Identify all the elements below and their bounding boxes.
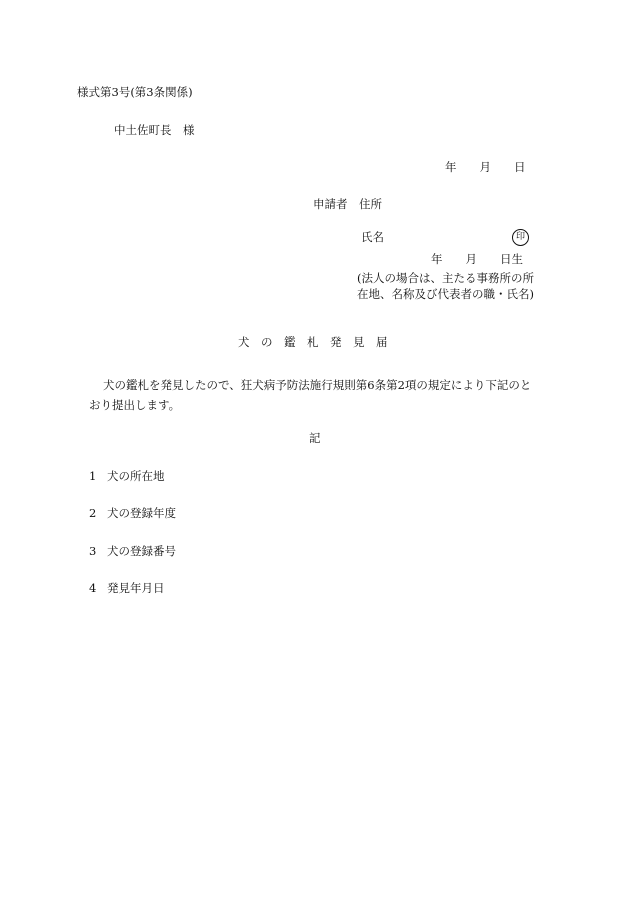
list-item (89, 546, 176, 558)
corporation-note: (法人の場合は、主たる事務所の所在地、名称及び代表者の職・氏名) (357, 271, 534, 301)
item-number: 1 (89, 469, 97, 483)
applicant-address-label: 申請者 住所 (313, 197, 382, 211)
item-label: 犬の所在地 (107, 469, 165, 483)
birth-date: 年 月 日生 (431, 252, 523, 266)
list-item (89, 508, 176, 520)
document-title: 犬 の 鑑 札 発 見 届 (238, 335, 388, 349)
seal-icon: 印 (512, 229, 529, 246)
list-item (89, 471, 165, 483)
item-number: 3 (89, 544, 97, 558)
item-label: 発見年月日 (107, 581, 165, 595)
applicant-name-label: 氏名 (361, 230, 384, 244)
item-label: 犬の登録番号 (107, 544, 176, 558)
ki-heading: 記 (309, 431, 321, 445)
item-number: 4 (89, 581, 97, 595)
item-number: 2 (89, 506, 97, 520)
submission-date: 年 月 日 (445, 160, 526, 174)
item-label: 犬の登録年度 (107, 506, 176, 520)
body-text: 犬の鑑札を発見したので、狂犬病予防法施行規則第6条第2項の規定により下記のとおり提出します。 (89, 378, 532, 412)
form-number: 様式第3号(第3条関係) (77, 85, 193, 99)
list-item (89, 583, 165, 595)
addressee: 中土佐町長 様 (114, 123, 195, 137)
